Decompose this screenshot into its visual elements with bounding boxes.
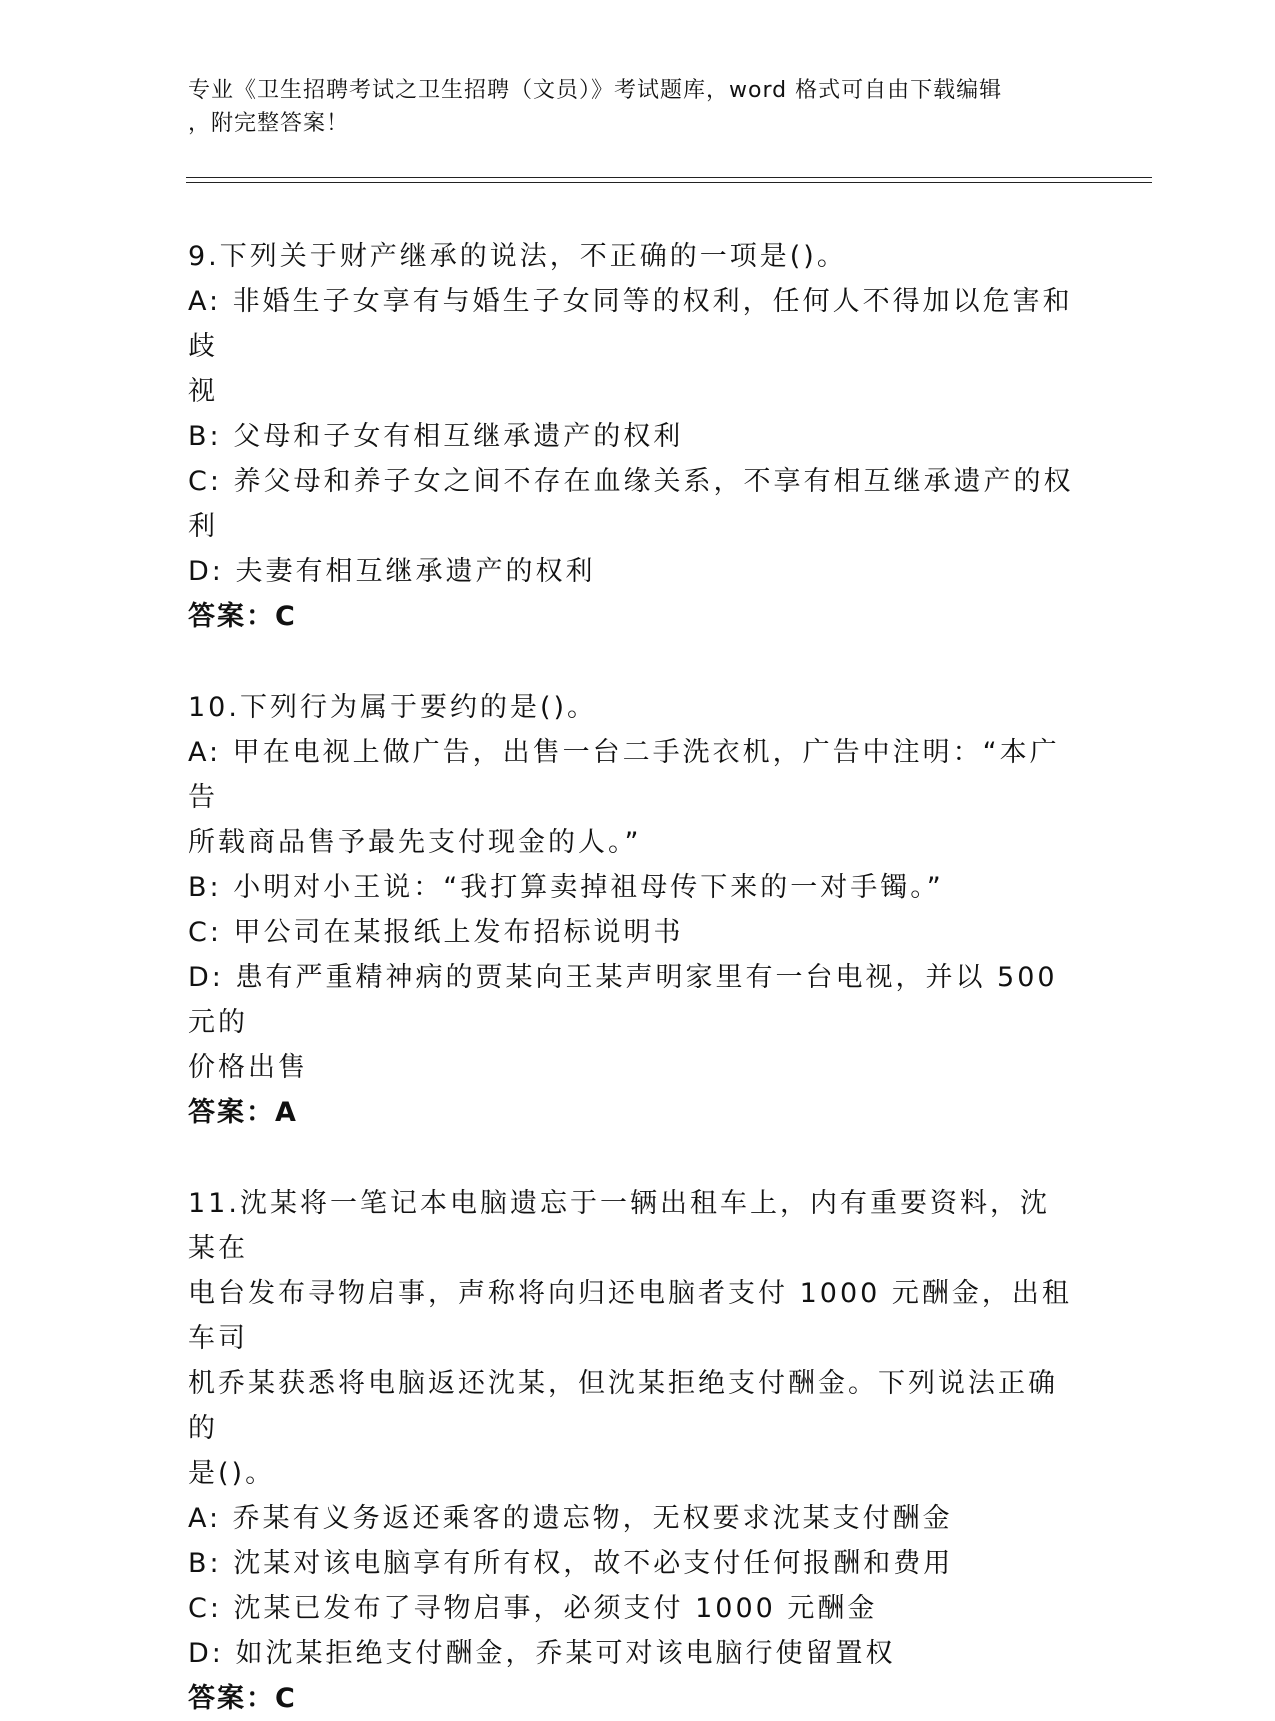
option-d: D: 如沈某拒绝支付酬金，乔某可对该电脑行使留置权	[188, 1638, 896, 1669]
option-b: B: 沈某对该电脑享有所有权，故不必支付任何报酬和费用	[188, 1548, 954, 1579]
option-b: B: 父母和子女有相互继承遗产的权利	[188, 421, 684, 452]
question-block	[188, 685, 1078, 1135]
option-a: A: 乔某有义务返还乘客的遗忘物，无权要求沈某支付酬金	[188, 1503, 953, 1534]
option-c: C: 甲公司在某报纸上发布招标说明书	[188, 917, 684, 948]
option-a: A: 非婚生子女享有与婚生子女同等的权利，任何人不得加以危害和歧 视	[188, 286, 1073, 407]
answer: 答案：A	[188, 1097, 298, 1128]
question-block	[188, 234, 1078, 639]
option-a: A: 甲在电视上做广告，出售一台二手洗衣机，广告中注明：“本广告 所载商品售予最先支付现金的人。”	[188, 737, 1060, 858]
header-line-1: 专业《卫生招聘考试之卫生招聘（文员）》考试题库，word 格式可自由下载编辑	[188, 78, 1003, 103]
header-line-2: ，附完整答案！	[188, 111, 350, 136]
header-divider-bottom	[186, 182, 1152, 183]
question-block	[188, 1181, 1078, 1721]
answer: 答案：C	[188, 1683, 297, 1714]
question-stem: 10.下列行为属于要约的是()。	[188, 692, 598, 723]
option-c: C: 沈某已发布了寻物启事，必须支付 1000 元酬金	[188, 1593, 878, 1624]
option-b: B: 小明对小王说：“我打算卖掉祖母传下来的一对手镯。”	[188, 872, 944, 903]
question-stem: 9.下列关于财产继承的说法，不正确的一项是()。	[188, 241, 847, 272]
answer: 答案：C	[188, 601, 297, 632]
document-header	[188, 74, 1068, 140]
option-c: C: 养父母和养子女之间不存在血缘关系，不享有相互继承遗产的权利	[188, 466, 1074, 542]
question-stem: 11.沈某将一笔记本电脑遗忘于一辆出租车上，内有重要资料，沈某在 电台发布寻物启事，声称将向归还电脑者支付 1000 元酬金，出租车司 机乔某获悉将电脑返还沈某，但沈某拒绝支付酬金。下列说法正确的 是()。	[188, 1188, 1072, 1489]
option-d: D: 患有严重精神病的贾某向王某声明家里有一台电视，并以 500 元的 价格出售	[188, 962, 1058, 1083]
option-d: D: 夫妻有相互继承遗产的权利	[188, 556, 596, 587]
header-divider-top	[186, 177, 1152, 178]
question-list	[188, 234, 1078, 1721]
